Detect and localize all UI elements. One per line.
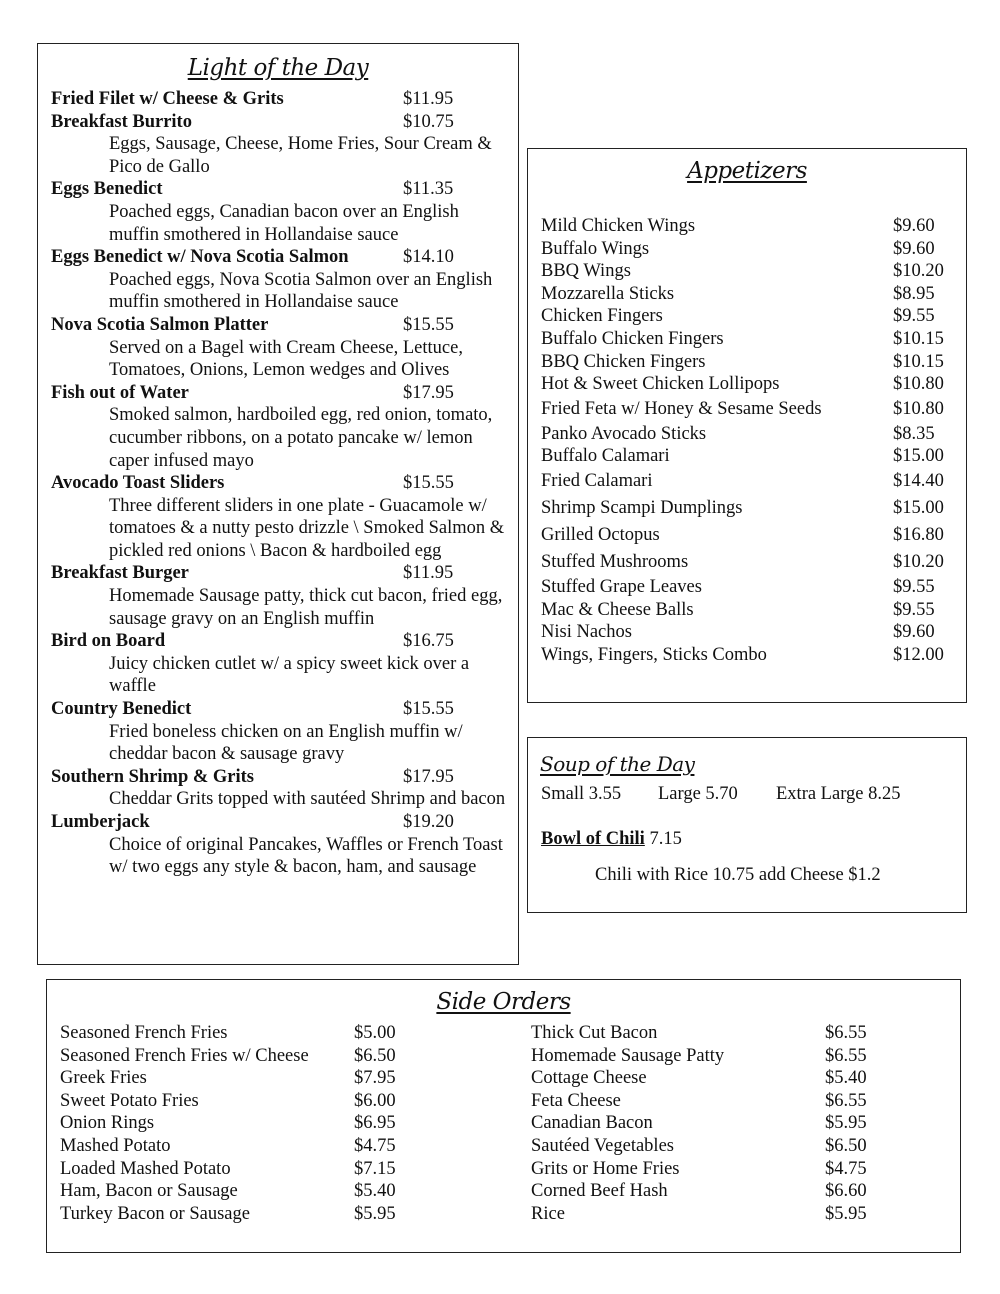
menu-item-price: $7.95 (354, 1068, 396, 1089)
menu-item-row (51, 562, 507, 585)
menu-item-price: $6.00 (354, 1090, 396, 1111)
menu-item-name: Buffalo Calamari (541, 446, 670, 467)
soup-large: Large 5.70 (658, 784, 738, 804)
side-orders-section (46, 979, 961, 1253)
menu-item-row (51, 88, 507, 111)
menu-item-row (51, 246, 507, 269)
menu-item-row (51, 178, 507, 201)
menu-item-price: $17.95 (403, 766, 454, 787)
menu-item-name: Fish out of Water (51, 382, 189, 403)
menu-item-price: $11.35 (403, 179, 454, 200)
menu-item-price: $6.55 (825, 1023, 867, 1043)
menu-item-price: $5.00 (354, 1023, 396, 1043)
menu-item-row (60, 1180, 480, 1203)
menu-item-row (51, 630, 507, 653)
menu-item-name: Buffalo Chicken Fingers (541, 328, 724, 349)
menu-item-name: Hot & Sweet Chicken Lollipops (541, 374, 780, 395)
chili-label: Bowl of Chili (541, 829, 645, 849)
menu-item-price: $4.75 (825, 1158, 867, 1179)
menu-item-row (541, 283, 961, 306)
appetizers-list (541, 215, 961, 666)
menu-item-price: $9.55 (893, 599, 935, 620)
menu-item-description: Choice of original Pancakes, Waffles or French Toast w/ two eggs any style & bacon, ham, and sausage (109, 834, 503, 878)
menu-item-price: $15.55 (403, 699, 454, 720)
menu-item-description: Served on a Bagel with Cream Cheese, Lettuce, Tomatoes, Onions, Lemon wedges and Olives (109, 337, 463, 381)
menu-item-price: $6.60 (825, 1181, 867, 1202)
appetizers-heading: Appetizers (687, 158, 807, 184)
chili-line (541, 829, 682, 850)
light-of-the-day-list (51, 88, 507, 879)
menu-item-row (541, 328, 961, 351)
menu-item-name: Mac & Cheese Balls (541, 599, 694, 620)
menu-item-name: Buffalo Wings (541, 238, 650, 259)
menu-item-row (541, 260, 961, 283)
menu-item-price: $9.55 (893, 576, 935, 597)
menu-item-description: Juicy chicken cutlet w/ a spicy sweet kick over a waffle (109, 653, 470, 697)
menu-item-row (541, 549, 961, 576)
menu-item-name: Breakfast Burrito (51, 111, 192, 132)
menu-item-name: Mozzarella Sticks (541, 283, 675, 304)
menu-item-row (60, 1112, 480, 1135)
menu-item-description: Three different sliders in one plate - Guacamole w/ tomatoes & a nutty pesto drizzle \ Smoked Salmon & pickled red onions \ Bacon & hardboiled egg (109, 495, 505, 561)
side-orders-left-column (60, 1022, 480, 1225)
menu-item-name: BBQ Wings (541, 261, 631, 282)
menu-item-name: Thick Cut Bacon (531, 1023, 658, 1043)
menu-item-name: Loaded Mashed Potato (60, 1158, 231, 1179)
menu-item-description: Fried boneless chicken on an English muffin w/ cheddar bacon & sausage gravy (109, 721, 463, 765)
menu-item-row (60, 1135, 480, 1158)
menu-item-name: Stuffed Mushrooms (541, 551, 689, 572)
menu-item-price: $12.00 (893, 644, 944, 665)
menu-item-row (531, 1067, 951, 1090)
menu-item-price: $5.95 (825, 1203, 867, 1224)
menu-item-price: $6.50 (354, 1045, 396, 1066)
menu-item-name: Breakfast Burger (51, 563, 189, 584)
menu-item-price: $7.15 (354, 1158, 396, 1179)
menu-item-price: $6.95 (354, 1113, 396, 1134)
menu-item-name: Bird on Board (51, 631, 166, 652)
menu-item-price: $5.40 (825, 1068, 867, 1089)
menu-item-price: $9.60 (893, 622, 935, 643)
soup-heading: Soup of the Day (540, 752, 695, 776)
soup-section (527, 737, 967, 913)
menu-item-price: $9.60 (893, 216, 935, 236)
menu-item-price: $11.95 (403, 89, 454, 109)
menu-item-name: Greek Fries (60, 1068, 147, 1089)
menu-item-row (51, 111, 507, 134)
menu-item-price: $17.95 (403, 382, 454, 403)
menu-item-row (541, 373, 961, 396)
menu-item-price: $6.55 (825, 1090, 867, 1111)
menu-item-name: Mashed Potato (60, 1135, 171, 1156)
menu-item-name: Country Benedict (51, 699, 192, 720)
menu-item-description: Homemade Sausage patty, thick cut bacon, fried egg, sausage gravy on an English muffin (109, 586, 503, 629)
menu-item-row (541, 576, 961, 599)
menu-item-price: $19.20 (403, 812, 454, 832)
menu-item-name: Sweet Potato Fries (60, 1090, 199, 1111)
menu-item-row (541, 621, 961, 644)
menu-item-name: Stuffed Grape Leaves (541, 576, 702, 597)
menu-item-row (541, 445, 961, 468)
menu-item-row (51, 314, 507, 337)
soup-extra-large: Extra Large 8.25 (776, 784, 901, 804)
menu-item-row (60, 1067, 480, 1090)
menu-item-row (531, 1090, 951, 1113)
menu-item-price: $16.80 (893, 524, 944, 545)
menu-item-price: $14.10 (403, 247, 454, 268)
menu-item-price: $6.55 (825, 1045, 867, 1066)
chili-price: 7.15 (649, 829, 682, 849)
menu-item-price: $6.50 (825, 1135, 867, 1156)
menu-item-name: Fried Calamari (541, 470, 653, 491)
menu-item-name: Sautéed Vegetables (531, 1135, 674, 1156)
menu-item-description: Poached eggs, Nova Scotia Salmon over an English muffin smothered in Hollandaise sauce (109, 269, 493, 313)
menu-item-price: $5.95 (825, 1113, 867, 1134)
menu-item-name: Nova Scotia Salmon Platter (51, 314, 269, 335)
menu-item-price: $5.95 (354, 1203, 396, 1224)
menu-item-row (541, 423, 961, 446)
menu-item-price: $9.60 (893, 238, 935, 259)
menu-item-name: Rice (531, 1203, 565, 1224)
menu-item-name: Nisi Nachos (541, 622, 632, 643)
menu-item-name: Canadian Bacon (531, 1113, 653, 1134)
menu-item-price: $10.20 (893, 551, 944, 572)
menu-item-name: Corned Beef Hash (531, 1181, 668, 1202)
menu-item-price: $5.40 (354, 1181, 396, 1202)
menu-item-name: Grilled Octopus (541, 524, 660, 545)
menu-item-price: $10.80 (893, 374, 944, 395)
menu-item-price: $15.00 (893, 446, 944, 467)
menu-item-name: Fried Feta w/ Honey & Sesame Seeds (541, 398, 822, 419)
menu-item-price: $4.75 (354, 1135, 396, 1156)
menu-item-name: Seasoned French Fries (60, 1023, 228, 1043)
menu-item-name: Avocado Toast Sliders (51, 473, 225, 494)
menu-item-price: $9.55 (893, 306, 935, 327)
menu-item-name: Seasoned French Fries w/ Cheese (60, 1045, 309, 1066)
menu-item-row (531, 1158, 951, 1181)
menu-item-row (541, 238, 961, 261)
menu-item-name: Homemade Sausage Patty (531, 1045, 725, 1066)
menu-item-row (541, 215, 961, 238)
menu-item-name: Eggs Benedict (51, 179, 163, 200)
light-of-the-day-heading: Light of the Day (187, 55, 369, 81)
menu-item-price: $10.75 (403, 111, 454, 132)
menu-item-price: $8.95 (893, 283, 935, 304)
menu-item-row (60, 1158, 480, 1181)
menu-item-row (531, 1045, 951, 1068)
menu-item-price: $8.35 (893, 423, 935, 444)
menu-item-name: Eggs Benedict w/ Nova Scotia Salmon (51, 247, 349, 268)
menu-item-row (531, 1203, 951, 1226)
menu-item-row (541, 305, 961, 328)
menu-item-price: $15.55 (403, 473, 454, 494)
menu-item-name: Fried Filet w/ Cheese & Grits (51, 89, 284, 109)
side-orders-right-column (531, 1022, 951, 1225)
menu-item-name: Turkey Bacon or Sausage (60, 1203, 250, 1224)
menu-item-row (60, 1045, 480, 1068)
menu-item-price: $10.80 (893, 398, 944, 419)
menu-item-row (541, 495, 961, 522)
menu-item-price: $15.00 (893, 497, 944, 518)
menu-item-row (541, 396, 961, 423)
menu-item-row (60, 1022, 480, 1045)
menu-item-name: Panko Avocado Sticks (541, 423, 707, 444)
menu-item-row (51, 698, 507, 721)
menu-item-row (531, 1112, 951, 1135)
menu-item-price: $10.15 (893, 328, 944, 349)
menu-item-row (531, 1180, 951, 1203)
light-of-the-day-section (37, 43, 519, 965)
menu-item-name: Feta Cheese (531, 1090, 621, 1111)
menu-item-row (541, 522, 961, 549)
menu-item-name: BBQ Chicken Fingers (541, 351, 706, 372)
menu-item-row (51, 811, 507, 834)
menu-item-name: Ham, Bacon or Sausage (60, 1181, 238, 1202)
menu-item-row (541, 644, 961, 667)
menu-item-name: Chicken Fingers (541, 306, 663, 327)
menu-item-name: Shrimp Scampi Dumplings (541, 497, 743, 518)
chili-with-rice: Chili with Rice 10.75 add Cheese $1.2 (595, 865, 881, 885)
menu-item-name: Wings, Fingers, Sticks Combo (541, 644, 767, 665)
menu-item-description: Eggs, Sausage, Cheese, Home Fries, Sour Cream & Pico de Gallo (109, 134, 492, 177)
menu-item-description: Poached eggs, Canadian bacon over an English muffin smothered in Hollandaise sauce (109, 201, 459, 245)
menu-item-name: Southern Shrimp & Grits (51, 766, 255, 787)
menu-item-description: Smoked salmon, hardboiled egg, red onion, tomato, cucumber ribbons, on a potato pancake w/ lemon caper infused mayo (109, 405, 493, 471)
menu-item-name: Onion Rings (60, 1113, 155, 1134)
menu-item-row (531, 1135, 951, 1158)
menu-item-row (541, 468, 961, 495)
side-orders-heading: Side Orders (436, 989, 571, 1015)
menu-item-price: $10.15 (893, 351, 944, 372)
menu-item-row (60, 1203, 480, 1226)
menu-item-price: $11.95 (403, 563, 454, 584)
menu-item-price: $10.20 (893, 261, 944, 282)
menu-item-name: Mild Chicken Wings (541, 216, 696, 236)
appetizers-section (527, 148, 967, 703)
menu-item-row (60, 1090, 480, 1113)
soup-small: Small 3.55 (541, 784, 622, 804)
menu-item-name: Lumberjack (51, 812, 150, 832)
menu-item-description: Cheddar Grits topped with sautéed Shrimp and bacon (109, 789, 506, 810)
menu-item-price: $14.40 (893, 470, 944, 491)
menu-item-row (541, 599, 961, 622)
menu-item-price: $16.75 (403, 631, 454, 652)
menu-item-row (51, 472, 507, 495)
menu-item-row (541, 351, 961, 374)
menu-item-name: Cottage Cheese (531, 1068, 647, 1089)
menu-item-row (51, 382, 507, 405)
menu-item-row (51, 766, 507, 789)
menu-item-row (531, 1022, 951, 1045)
menu-item-price: $15.55 (403, 314, 454, 335)
menu-item-name: Grits or Home Fries (531, 1158, 680, 1179)
